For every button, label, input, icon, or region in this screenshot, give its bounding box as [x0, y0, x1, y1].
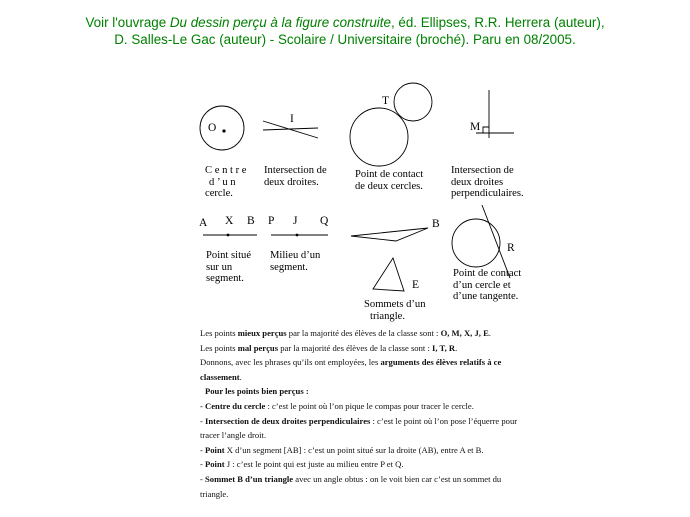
obtuse-triangle — [351, 228, 428, 241]
label-x: X — [225, 215, 234, 227]
item-point-j: - Point J : c’est le point qui est juste au milieu entre P et Q. — [200, 459, 404, 470]
caption-milieu: Milieu d’un segment. — [270, 250, 321, 273]
label-a: A — [199, 217, 208, 229]
point-j — [296, 234, 299, 237]
caption-centre: C e n t r e d ’ u n cercle. — [205, 165, 247, 200]
item-centre: - Centre du cercle : c’est le point où l’on pique le compas pour tracer le cercle. — [200, 400, 474, 411]
section-heading: Pour les points bien perçus : — [205, 386, 309, 397]
label-m: M — [470, 121, 481, 133]
centre-dot — [222, 129, 225, 132]
point-x — [227, 234, 230, 237]
paragraph-mieux-percus: Les points mieux perçus par la majorité des élèves de la classe sont : O, M, X, J, E. — [200, 328, 491, 338]
circle-centre-figure — [200, 106, 244, 150]
label-i: I — [290, 113, 294, 125]
caption-perpendiculaires: Intersection de deux droites perpendiculaires. — [451, 165, 524, 200]
right-angle-mark — [483, 127, 489, 133]
paragraph-mal-percus: Les points mal perçus par la majorité des élèves de la classe sont : I, T, R. — [200, 342, 458, 353]
paragraph-arguments: Donnons, avec les phrases qu’ils ont employées, les arguments des élèves relatifs à ce classement. — [200, 357, 502, 382]
caption-contact-cercles: Point de contact de deux cercles. — [355, 169, 424, 192]
label-r: R — [507, 242, 515, 254]
label-t: T — [382, 95, 390, 107]
small-triangle — [373, 258, 404, 291]
caption-intersection: Intersection de deux droites. — [264, 165, 327, 188]
caption-sommets: Sommets d’un triangle. — [364, 299, 426, 322]
label-b-triangle: B — [432, 218, 440, 230]
commentary-text — [186, 326, 526, 501]
big-circle — [350, 108, 408, 166]
header-line-1: Voir l'ouvrage Du dessin perçu à la figure construite, éd. Ellipses, R.R. Herrera (auteur), — [85, 15, 605, 30]
caption-contact-tangente: Point de contact d’un cercle et d’une tangente. — [453, 268, 522, 303]
item-sommet-b: - Sommet B d’un triangle avec un angle obtus : on le voit bien car c’est un sommet du triangle. — [200, 473, 502, 499]
book-title: Du dessin perçu à la figure construite — [169, 15, 391, 30]
label-b: B — [247, 215, 255, 227]
caption-point-situe: Point situé sur un segment. — [206, 250, 252, 285]
label-q: Q — [320, 215, 329, 227]
header-line-2: D. Salles-Le Gac (auteur) - Scolaire / Universitaire (broché). Paru en 08/2005. — [114, 32, 576, 47]
label-j: J — [293, 215, 298, 227]
tangent-circle — [452, 219, 500, 267]
label-e: E — [412, 279, 420, 291]
small-circle — [394, 83, 432, 121]
label-p: P — [268, 215, 275, 227]
item-point-x: - Point X d’un segment [AB] : c’est un point situé sur la droite (AB), entre A et B. — [200, 444, 484, 455]
label-o: O — [208, 122, 217, 134]
item-perpendiculaires: - Intersection de deux droites perpendiculaires : c’est le point où l’on pose l’équerre pour tracer l’angle droit. — [200, 415, 518, 441]
